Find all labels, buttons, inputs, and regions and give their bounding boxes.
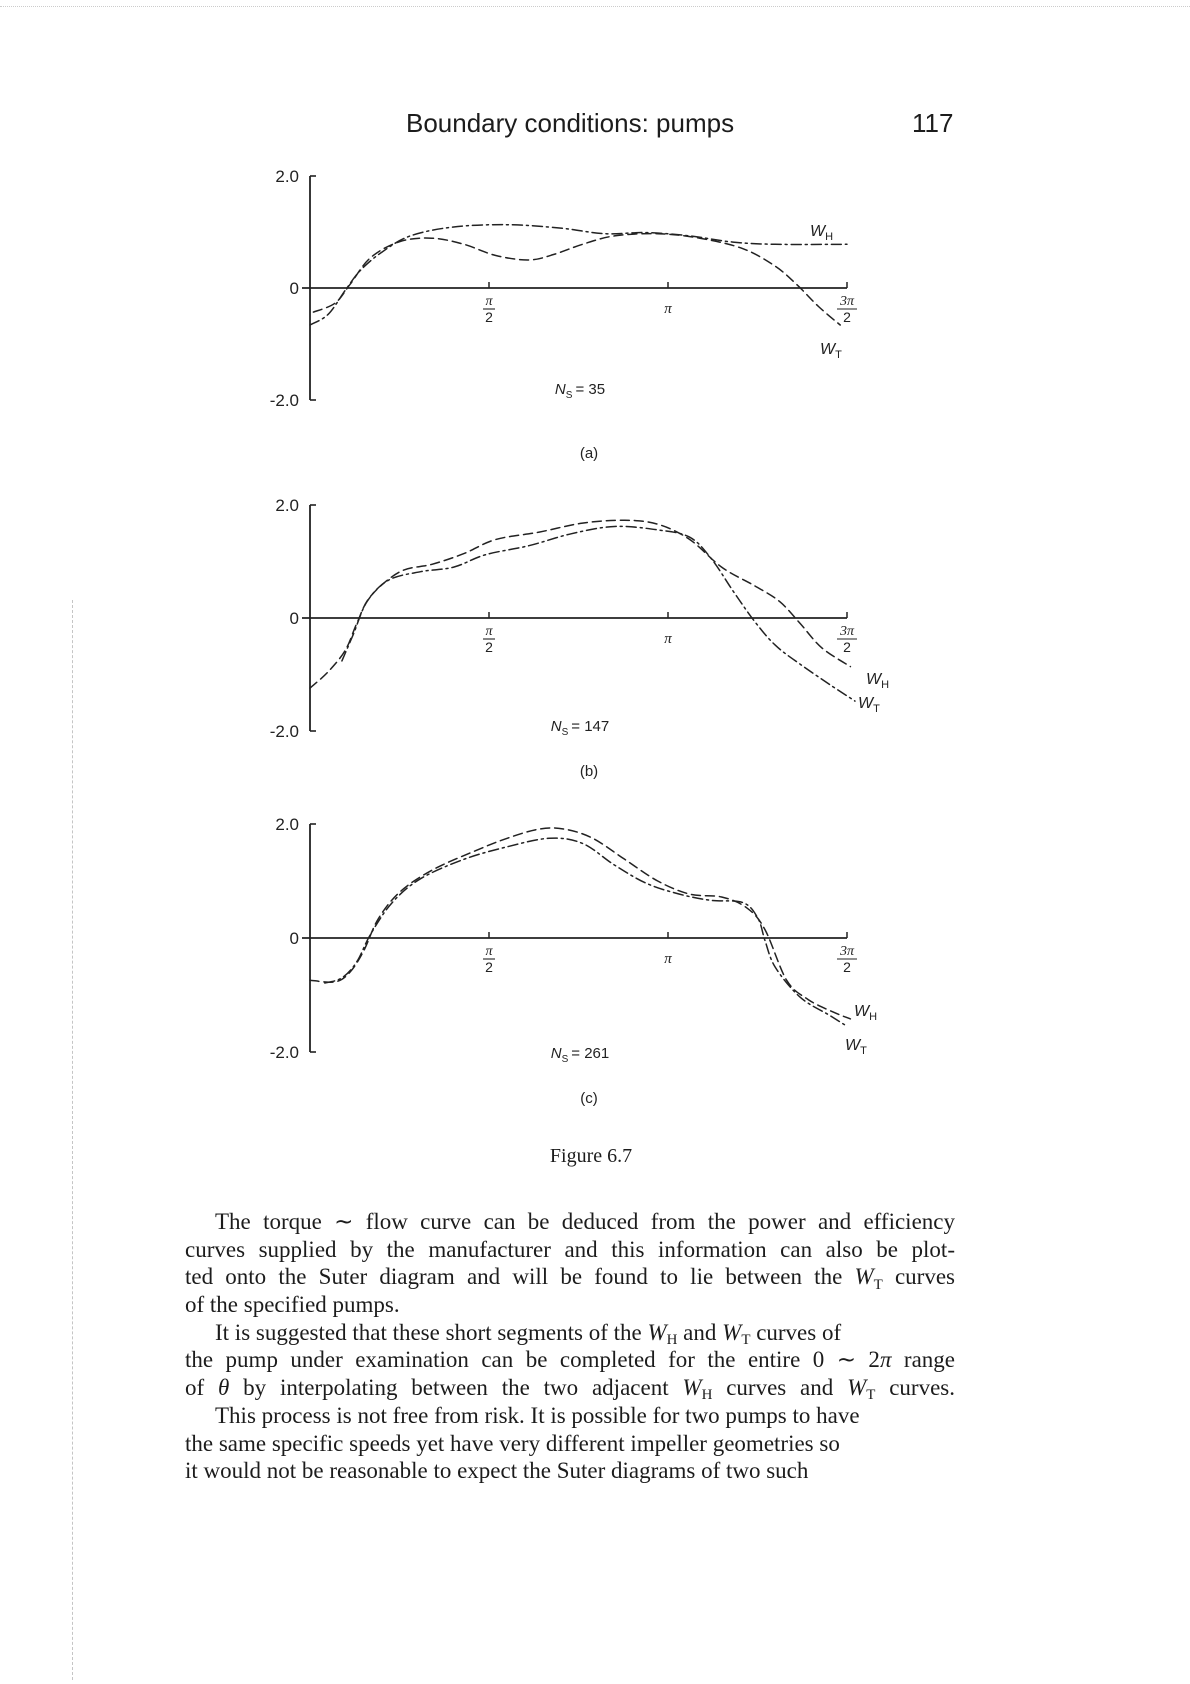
running-head: Boundary conditions: pumps — [406, 108, 735, 138]
body-text — [185, 1208, 955, 1485]
math-symbol: WT — [854, 1264, 883, 1292]
y-tick-label: -2.0 — [269, 1043, 299, 1062]
specific-speed-symbol: N — [550, 718, 562, 735]
text-run: curves supplied by the manufacturer and this information can also be plot- — [185, 1236, 955, 1262]
y-tick-label: -2.0 — [269, 391, 299, 410]
panel-label: (a) — [579, 445, 599, 462]
curve-label-subscript: T — [860, 1045, 867, 1057]
text-run: curves. — [875, 1375, 955, 1401]
panel-label: (b) — [579, 763, 599, 780]
specific-speed-subscript: S — [561, 727, 569, 738]
specific-speed-label — [555, 381, 605, 401]
x-tick-label: π — [664, 301, 672, 317]
math-symbol: WT — [722, 1319, 751, 1347]
text-line — [185, 1430, 955, 1458]
math-symbol: WH — [682, 1375, 713, 1402]
x-tick-label-denominator: 2 — [843, 639, 851, 655]
curve-wh — [310, 828, 850, 1019]
curve-wh — [310, 225, 847, 325]
text-run: by interpolating between the two adjacent — [229, 1375, 683, 1401]
x-tick-label-denominator: 2 — [485, 639, 493, 655]
text-line — [185, 1319, 955, 1347]
curve-label-wt — [858, 695, 880, 715]
y-tick-label: 0 — [289, 279, 299, 298]
x-tick-label-denominator: 2 — [485, 959, 493, 975]
text-line — [185, 1263, 955, 1291]
curve-label-wh — [810, 223, 833, 243]
curve-label-wh — [866, 671, 889, 691]
specific-speed-symbol: N — [554, 381, 566, 398]
curve-label-subscript: H — [825, 231, 834, 243]
text-run: curves of — [750, 1319, 842, 1345]
x-tick-label-numerator: π — [485, 624, 493, 639]
text-line — [185, 1346, 955, 1374]
curve-label-symbol: W — [810, 223, 826, 240]
curve-label-symbol: W — [854, 1003, 870, 1020]
x-tick-label-denominator: 2 — [843, 309, 851, 325]
text-run: it would not be reasonable to expect the Suter diagrams of two such — [185, 1458, 809, 1484]
math-subscript: T — [866, 1387, 876, 1402]
figure-caption: Figure 6.7 — [549, 1145, 633, 1167]
text-line — [185, 1374, 955, 1402]
y-tick-label: 2.0 — [275, 815, 299, 834]
curve-label-wh — [854, 1003, 877, 1023]
x-tick-label-numerator: 3π — [839, 294, 855, 309]
y-tick-label: 0 — [289, 609, 299, 628]
text-run: This process is not free from risk. It is possible for two pumps to have — [215, 1402, 860, 1428]
curve-label-wt — [820, 341, 842, 361]
text-run: and — [677, 1319, 723, 1345]
math-subscript: H — [666, 1331, 678, 1347]
curve-label-symbol: W — [866, 671, 882, 688]
text-run: It is suggested that these short segments of the — [215, 1319, 648, 1345]
text-run: of the specified pumps. — [185, 1292, 400, 1318]
y-tick-label: 2.0 — [275, 496, 299, 515]
math-subscript: T — [873, 1276, 883, 1292]
text-line — [185, 1236, 955, 1264]
x-tick-label: π — [664, 951, 672, 967]
curve-label-symbol: W — [845, 1037, 861, 1054]
curve-label-symbol: W — [820, 341, 836, 358]
math-symbol: θ — [217, 1375, 230, 1401]
specific-speed-value: = 35 — [575, 381, 606, 398]
curve-label-symbol: W — [858, 695, 874, 712]
math-symbol: WT — [847, 1375, 876, 1402]
curve-wt — [325, 838, 847, 1026]
specific-speed-label — [551, 1045, 609, 1065]
math-subscript: T — [741, 1331, 751, 1347]
text-run: ted onto the Suter diagram and will be found to lie between the — [185, 1264, 855, 1290]
math-subscript: H — [701, 1387, 713, 1402]
x-tick-label: π — [664, 631, 672, 647]
curve-wt — [313, 234, 840, 325]
x-tick-label-numerator: π — [485, 944, 493, 959]
text-run: curves and — [712, 1375, 848, 1401]
text-run: curves — [882, 1264, 955, 1290]
specific-speed-label — [551, 718, 609, 738]
curve-label-subscript: T — [835, 349, 842, 361]
panel-label: (c) — [580, 1090, 598, 1107]
text-line — [185, 1457, 955, 1485]
curve-label-subscript: H — [869, 1011, 878, 1023]
y-tick-label: 2.0 — [275, 167, 299, 186]
specific-speed-subscript: S — [565, 390, 573, 401]
text-run: The torque ∼ flow curve can be deduced from the power and efficiency — [215, 1209, 955, 1234]
curve-label-subscript: H — [881, 679, 890, 691]
chart-panel-c — [270, 815, 877, 1107]
y-tick-label: -2.0 — [269, 722, 299, 741]
math-symbol: WH — [647, 1319, 678, 1347]
x-tick-label-numerator: 3π — [839, 624, 855, 639]
text-run: range — [891, 1347, 955, 1373]
curve-label-wt — [845, 1037, 867, 1057]
text-run: the pump under examination can be completed for the entire 0 ∼ 2 — [185, 1347, 880, 1373]
chart-panel-a — [270, 167, 857, 462]
y-tick-label: 0 — [289, 929, 299, 948]
math-symbol: π — [879, 1347, 892, 1373]
text-run: the same specific speeds yet have very different impeller geometries so — [185, 1430, 840, 1456]
text-line — [185, 1402, 955, 1430]
specific-speed-value: = 261 — [571, 1045, 610, 1062]
x-tick-label-denominator: 2 — [485, 309, 493, 325]
page-number: 117 — [912, 108, 954, 138]
curve-wt — [342, 526, 855, 701]
x-tick-label-numerator: 3π — [839, 944, 855, 959]
curve-wh — [310, 520, 850, 688]
x-tick-label-denominator: 2 — [843, 959, 851, 975]
text-line — [185, 1208, 955, 1236]
specific-speed-value: = 147 — [571, 718, 610, 735]
x-tick-label-numerator: π — [485, 294, 493, 309]
specific-speed-symbol: N — [550, 1045, 562, 1062]
specific-speed-subscript: S — [561, 1054, 569, 1065]
curve-label-subscript: T — [873, 703, 880, 715]
chart-panel-b — [270, 496, 889, 780]
text-line — [185, 1291, 955, 1319]
text-run: of — [185, 1375, 218, 1401]
